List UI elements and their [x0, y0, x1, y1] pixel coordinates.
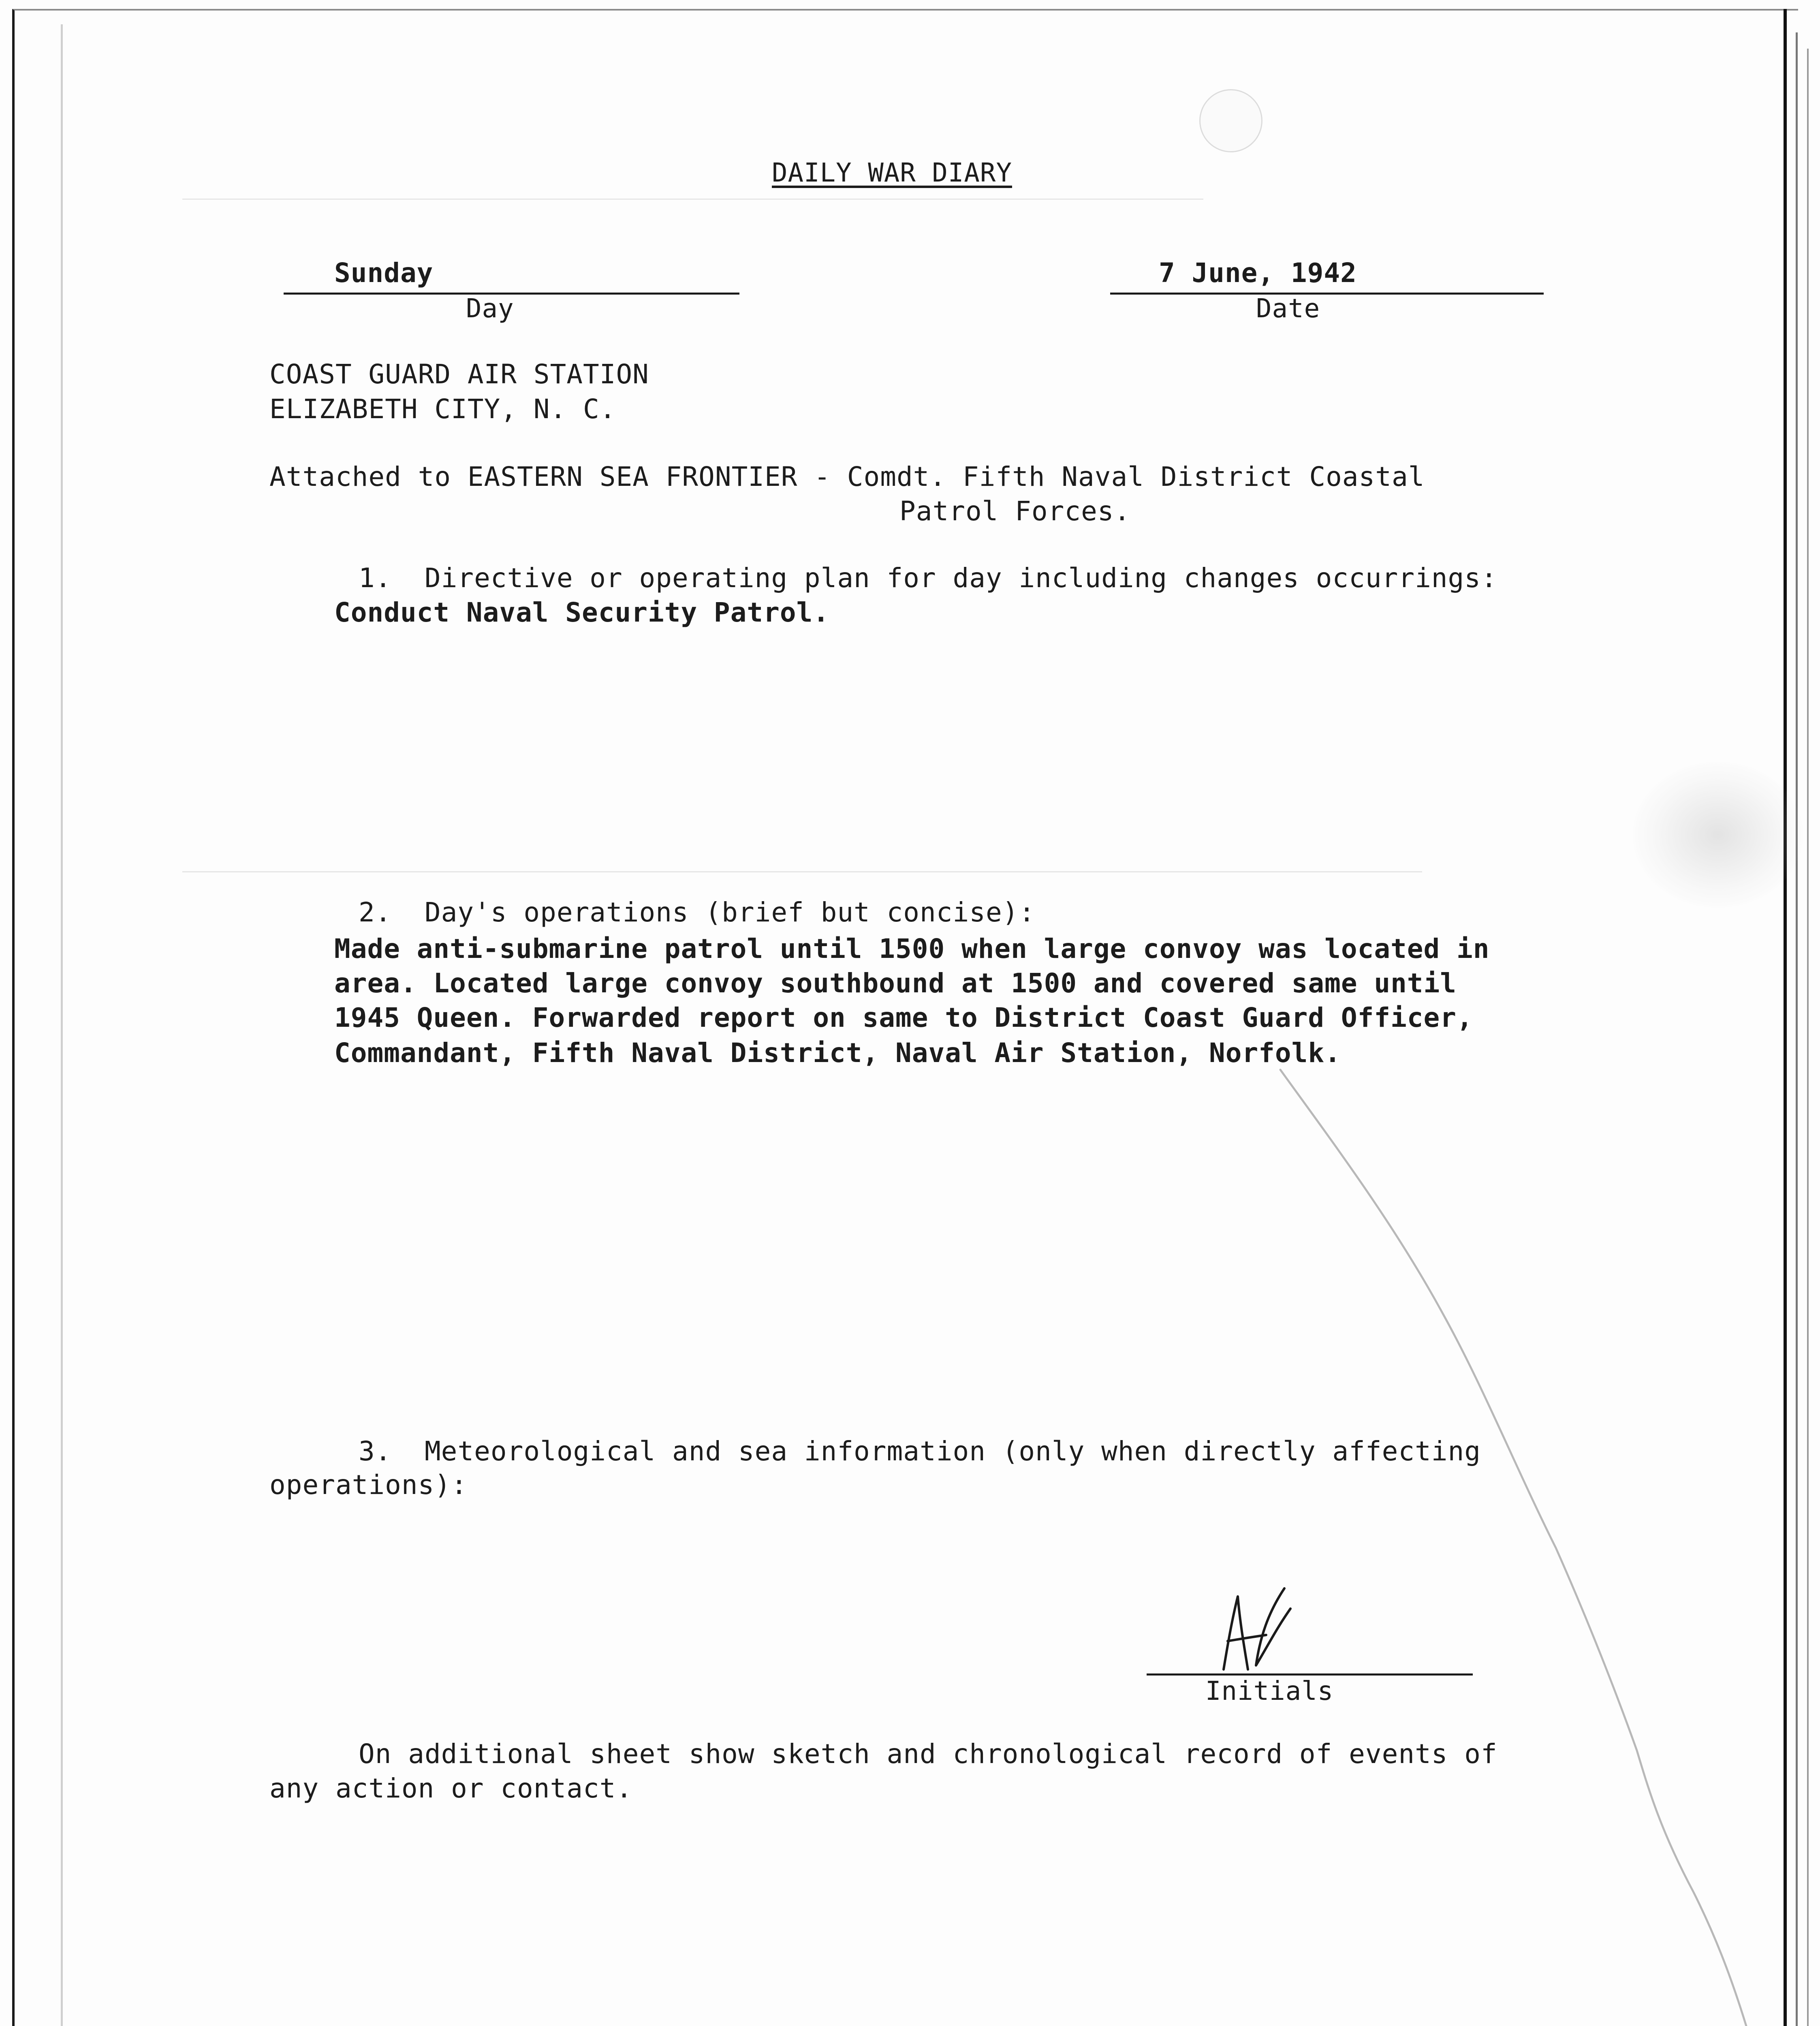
day-value: Sunday [334, 257, 434, 289]
station-line: COAST GUARD AIR STATION [269, 359, 649, 390]
station-line: ELIZABETH CITY, N. C. [269, 393, 616, 425]
initials-caption: Initials [1205, 1676, 1334, 1706]
footer-line: any action or contact. [269, 1773, 633, 1804]
page-edge [61, 24, 63, 2026]
pencil-mark [1272, 1062, 1758, 2026]
item2-body-line: Made anti-submarine patrol until 1500 when large convoy was located in [334, 933, 1490, 964]
punch-hole [1199, 89, 1262, 152]
attached-line: Patrol Forces. [899, 496, 1131, 527]
item2-body-line: area. Located large convoy southbound at 1500 and covered same until [334, 968, 1457, 999]
document-title: DAILY WAR DIARY [772, 158, 1012, 188]
item2-heading: 2. Day's operations (brief but concise): [359, 897, 1036, 928]
item2-body-line: 1945 Queen. Forwarded report on same to District Coast Guard Officer, [334, 1002, 1473, 1033]
date-caption: Date [1256, 294, 1320, 324]
date-rule [1110, 293, 1544, 295]
page-edge [1807, 49, 1809, 2026]
item3-heading: 3. Meteorological and sea information (only when directly affecting [359, 1436, 1481, 1467]
date-value: 7 June, 1942 [1159, 257, 1357, 289]
faint-line [182, 871, 1422, 872]
item1-body: Conduct Naval Security Patrol. [334, 597, 830, 628]
page-edge [1796, 32, 1798, 2026]
item3-heading-cont: operations): [269, 1469, 468, 1500]
attached-line: Attached to EASTERN SEA FRONTIER - Comdt. Fifth Naval District Coastal [269, 461, 1425, 492]
page-edge [1784, 9, 1787, 2026]
smudge [1633, 762, 1803, 908]
faint-line [182, 199, 1203, 200]
item2-body-line: Commandant, Fifth Naval District, Naval Air Station, Norfolk. [334, 1037, 1341, 1069]
day-caption: Day [466, 294, 514, 324]
footer-line: On additional sheet show sketch and chronological record of events of [359, 1738, 1497, 1770]
item1-heading: 1. Directive or operating plan for day including changes occurrings: [359, 562, 1497, 594]
